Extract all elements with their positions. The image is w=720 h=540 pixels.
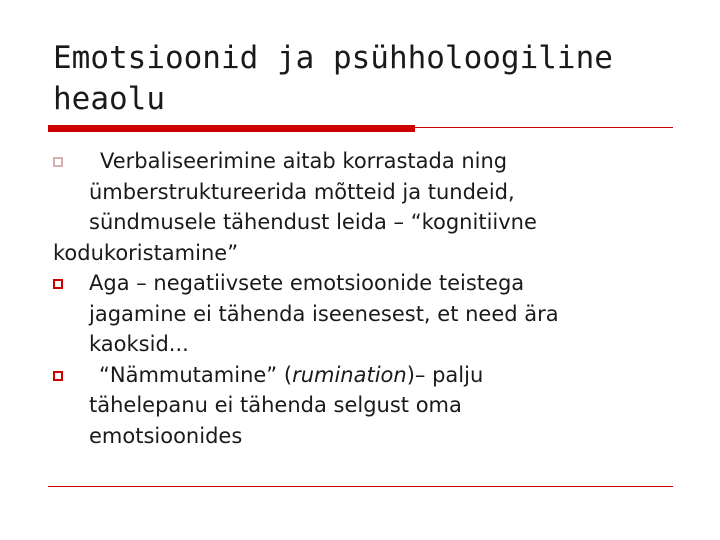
- bullet-1-line-1: Verbaliseerimine aitab korrastada ning: [53, 146, 673, 177]
- bullet-3-line-1: “Nämmutamine” (rumination)– palju: [53, 360, 673, 391]
- slide-body: [53, 146, 673, 451]
- bullet-1-line-2: ümberstruktureerida mõtteid ja tundeid,: [89, 179, 515, 204]
- bullet-3-line-2: tähelepanu ei tähenda selgust oma: [89, 393, 462, 417]
- bullet-1-line-3: sündmusele tähendust leida – “kognitiivne: [89, 210, 537, 234]
- slide-title: [53, 38, 673, 120]
- bullet-3-line-3: emotsioonides: [89, 423, 243, 448]
- bullet-2-line-3: kaoksid...: [89, 332, 189, 356]
- bullet-item-2: [53, 268, 673, 360]
- slide-title-line-2: heaolu: [53, 81, 165, 117]
- title-underline-accent: [48, 125, 415, 132]
- bullet-item-1: [53, 146, 673, 268]
- square-bullet-icon: [53, 279, 63, 289]
- bullet-2-line-1: Aga – negatiivsete emotsioonide teistega: [53, 268, 673, 299]
- bullet-2-line-2: jagamine ei tähenda iseenesest, et need ära: [89, 301, 559, 326]
- slide-title-line-1: Emotsioonid ja psühholoogiline: [53, 40, 613, 76]
- bullet-1-line-4: kodukoristamine”: [53, 240, 239, 265]
- footer-divider: [48, 486, 673, 487]
- square-bullet-icon: [53, 371, 63, 381]
- title-underline-thin: [415, 127, 673, 128]
- square-bullet-icon: [53, 157, 63, 167]
- bullet-item-3: [53, 360, 673, 452]
